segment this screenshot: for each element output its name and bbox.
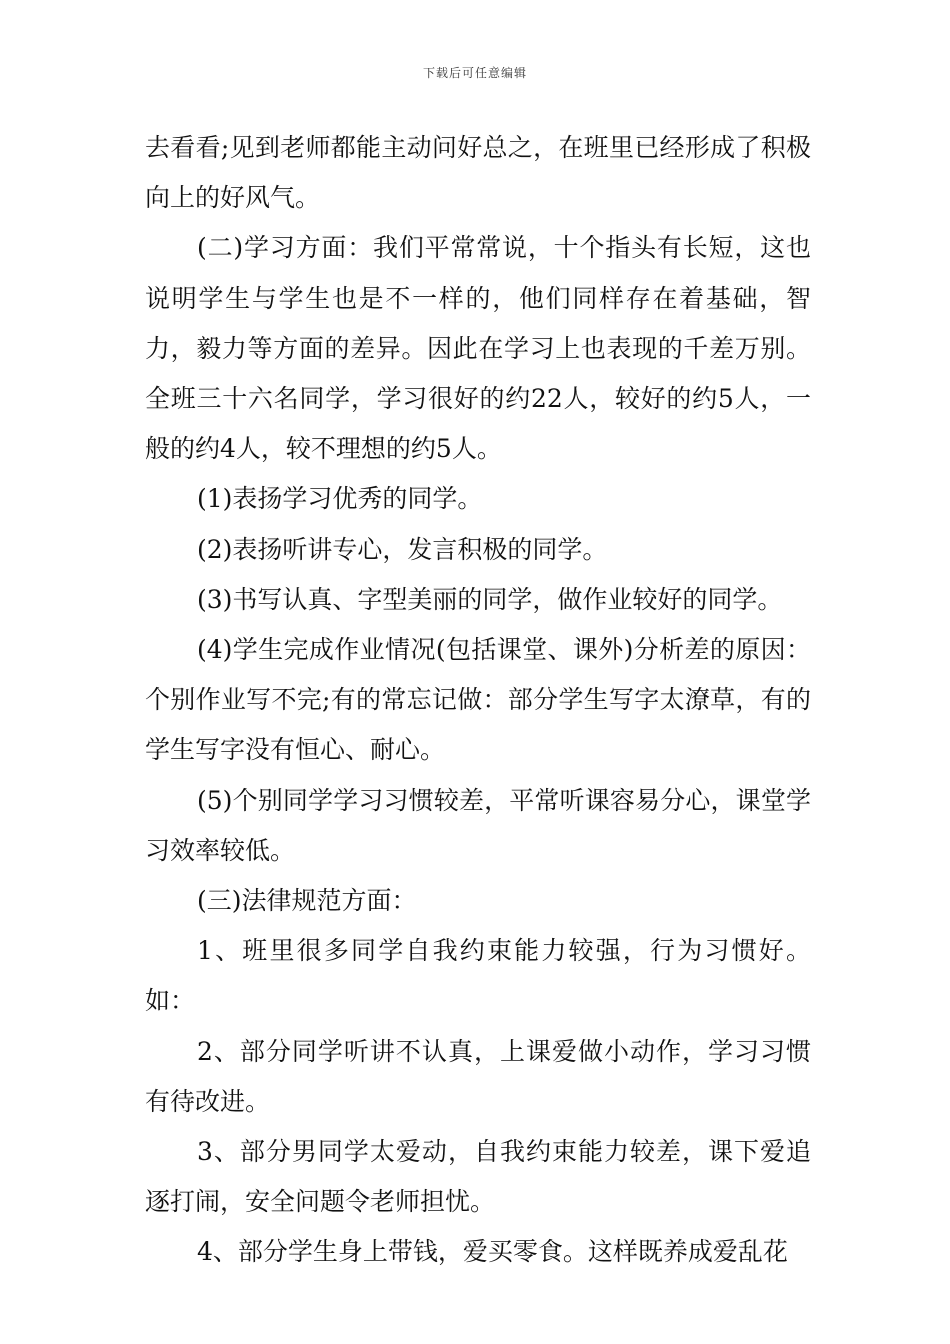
- paragraph-law-4: 4、部分学生身上带钱，爱买零食。这样既养成爱乱花: [197, 1237, 788, 1267]
- paragraph-law-heading: (三)法律规范方面：: [197, 886, 417, 916]
- paragraph-study: (二)学习方面：我们平常常说，十个指头有长短，这也说明学生与学生也是不一样的，他们同样存在着基础，智力，毅力等方面的差异。因此在学习上也表现的千差万别。全班三十六名同学，学习很好的约22人，较好的约5人，一般的约4人，较不理想的约5人。: [145, 233, 811, 464]
- paragraph-item-5: (5)个别同学学习习惯较差，平常听课容易分心，课堂学习效率较低。: [145, 785, 811, 865]
- paragraph-law-3: 3、部分男同学太爱动，自我约束能力较差，课下爱追逐打闹，安全问题令老师担忧。: [145, 1137, 811, 1217]
- paragraph-law-2: 2、部分同学听讲不认真，上课爱做小动作，学习习惯有待改进。: [145, 1036, 811, 1116]
- paragraph-item-1: (1)表扬学习优秀的同学。: [197, 484, 483, 514]
- paragraph-item-2: (2)表扬听讲专心，发言积极的同学。: [197, 534, 608, 564]
- page-header-note: 下载后可任意编辑: [422, 66, 527, 80]
- paragraph-law-1: 1、班里很多同学自我约束能力较强，行为习惯好。如：: [145, 936, 811, 1016]
- paragraph-1: 去看看;见到老师都能主动问好总之，在班里已经形成了积极向上的好风气。: [145, 133, 811, 213]
- document-body: [145, 123, 811, 1278]
- paragraph-item-3: (3)书写认真、字型美丽的同学，做作业较好的同学。: [197, 584, 783, 614]
- paragraph-item-4: (4)学生完成作业情况(包括课堂、课外)分析差的原因：个别作业写不完;有的常忘记做：部分学生写字太潦草，有的学生写字没有恒心、耐心。: [145, 635, 811, 765]
